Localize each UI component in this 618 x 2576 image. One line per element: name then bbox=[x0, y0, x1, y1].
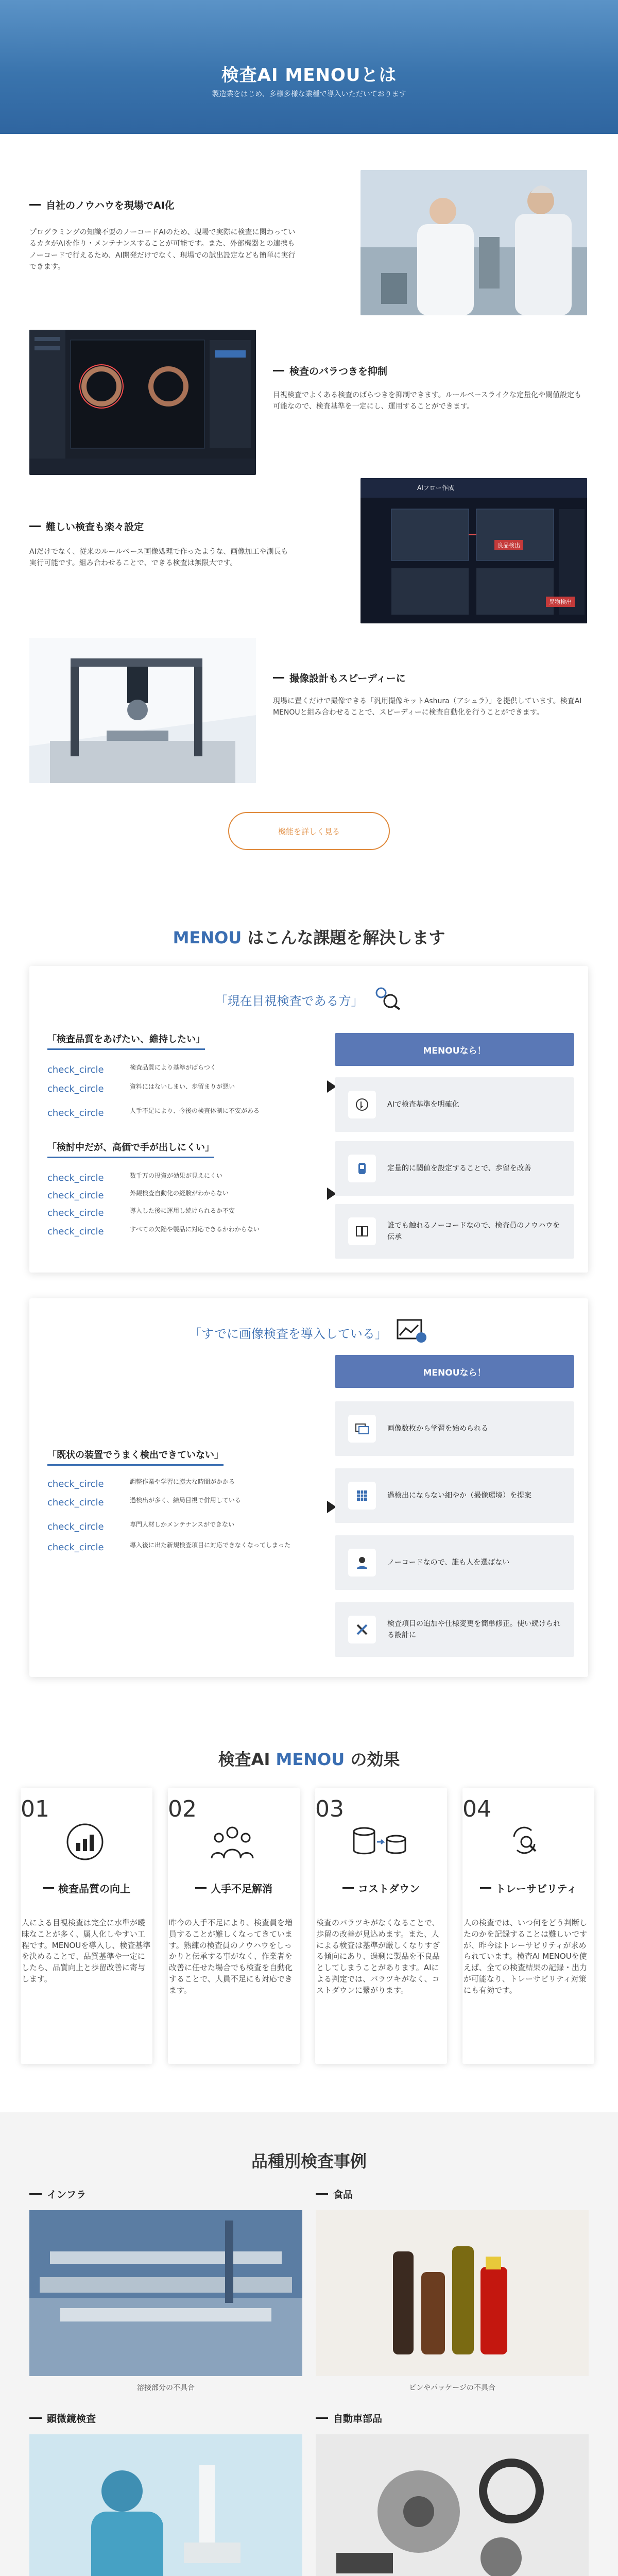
issues-section-title bbox=[0, 925, 618, 948]
food-image[interactable] bbox=[316, 2210, 589, 2376]
check-circle-icon: check_circle bbox=[47, 1173, 104, 1183]
check-circle-icon: check_circle bbox=[47, 1521, 104, 1532]
solution-item: AIで検査基準を明確化 bbox=[335, 1077, 574, 1132]
check-circle-icon: check_circle bbox=[47, 1479, 104, 1489]
ai-flow-image bbox=[360, 478, 587, 623]
bad-label: 異物検出 bbox=[546, 597, 575, 607]
issue-item: check_circle 資料にはないしまい、歩留まりが悪い bbox=[47, 1082, 295, 1096]
card-title: コストダウン bbox=[315, 1880, 447, 1895]
infra-image[interactable] bbox=[29, 2210, 302, 2376]
card-desc: 人の検査では、いつ何をどう判断したのかを記録することは難しいですが、昨今はトレーサビリティが求められています。検査AI MENOUを使えば、全ての検査結果の記録・出力が可能なり、トレーサビリティ対策にも有効です。 bbox=[464, 1918, 588, 1995]
gallery-category: 食品 bbox=[316, 2187, 353, 2201]
issue-panel-imaging bbox=[29, 1298, 588, 1677]
solution-item: 過検出にならない細やか（撮像環境）を提案 bbox=[335, 1468, 574, 1523]
issue-item: check_circle すべての欠陥や製品に対応できるかわからない bbox=[47, 1225, 295, 1239]
panel-head bbox=[29, 1318, 588, 1347]
menou-solution-bar: MENOUなら！ bbox=[335, 1033, 574, 1066]
microscope-image[interactable] bbox=[29, 2434, 302, 2576]
solution-item: ノーコードなので、誰も人を選ばない bbox=[335, 1535, 574, 1590]
gear-search-icon bbox=[372, 986, 403, 1013]
coins-icon bbox=[344, 1819, 416, 1865]
check-circle-icon: check_circle bbox=[47, 1108, 104, 1118]
effect-card bbox=[21, 1788, 152, 2064]
issue-item: check_circle 導入した後に運用し続けられるか不安 bbox=[47, 1206, 295, 1220]
image-icon bbox=[396, 1318, 428, 1347]
team-icon bbox=[196, 1819, 268, 1865]
panel-head-text: 「すでに画像検査を導入している」 bbox=[189, 1326, 387, 1341]
feature-title: 検査のバラつきを抑制 bbox=[273, 364, 387, 378]
effect-card bbox=[168, 1788, 300, 2064]
feature-desc: 目視検査でよくある検査のばらつきを抑制できます。ルールベースライクな定量化や閾値設定も可能なので、検査基準を一定にし、運用することができます。 bbox=[273, 391, 582, 411]
card-number: 02 bbox=[168, 1796, 197, 1822]
view-features-button[interactable]: 機能を詳しく見る bbox=[228, 812, 390, 850]
feature-title: 自社のノウハウを現場でAI化 bbox=[29, 198, 175, 212]
card-title: 人手不足解消 bbox=[168, 1880, 300, 1895]
check-circle-icon: check_circle bbox=[47, 1497, 104, 1508]
hero-banner bbox=[0, 0, 618, 134]
solution-item: 検査項目の追加や仕様変更を簡単修正。使い続けられる設計に bbox=[335, 1602, 574, 1657]
issue-item: check_circle 人手不足により、今後の検査体制に不安がある bbox=[47, 1106, 295, 1120]
tools-icon bbox=[348, 1616, 376, 1643]
hand-icon bbox=[348, 1155, 376, 1182]
grid-icon bbox=[348, 1482, 376, 1510]
issue-item: check_circle 導入後に出た新規検査項目に対応できなくなってしまった bbox=[47, 1540, 295, 1554]
card-title: 検査品質の向上 bbox=[21, 1880, 152, 1895]
feature-title: 撮像設計もスピーディーに bbox=[273, 671, 406, 685]
card-desc: 検査のバラツキがなくなることで、歩留の改善が見込めます。また、人による検査は基準が厳しくなりすぎる傾向にあり、過剰に製品を不良品としてしまうことがあります。AIによる判定では、バラツキがなく、コストダウンに繋がります。 bbox=[316, 1918, 440, 1995]
check-circle-icon: check_circle bbox=[47, 1226, 104, 1237]
auto-parts-image[interactable] bbox=[316, 2434, 589, 2576]
solution-item: 誰でも触れるノーコードなので、検査員のノウハウを伝承 bbox=[335, 1204, 574, 1259]
card-number: 03 bbox=[315, 1796, 344, 1822]
issue-item: check_circle 専門人材しかメンテナンスができない bbox=[47, 1520, 295, 1534]
gallery-caption: 溶接部分の不具合 bbox=[137, 2384, 195, 2392]
solution-item: 画像数枚から学習を始められる bbox=[335, 1401, 574, 1456]
issue-item: check_circle 調整作業や学習に膨大な時間がかかる bbox=[47, 1477, 295, 1491]
check-circle-icon: check_circle bbox=[47, 1064, 104, 1075]
chart-quality-icon bbox=[49, 1819, 121, 1865]
lab-workers-image bbox=[360, 170, 587, 315]
panel-head-text: 「現在目視検査である方」 bbox=[215, 993, 364, 1008]
hero-subtitle: 製造業をはじめ、多様多様な業種で導入いただいております bbox=[212, 90, 406, 98]
issue-item: check_circle 数千万の投資が効果が見えにくい bbox=[47, 1171, 295, 1185]
check-circle-icon: check_circle bbox=[47, 1083, 104, 1094]
feature-desc: AIだけでなく、従来のルールベース画像処理で作ったような、画像加工や測長も実行可能です。組み合わせることで、できる検査は無限大です。 bbox=[29, 548, 288, 568]
hero-title: 検査AI MENOUとは bbox=[221, 65, 397, 86]
issue-item: check_circle 検査品質により基準がばらつく bbox=[47, 1063, 295, 1077]
feature-desc: 現場に置くだけで撮像できる「汎用撮像キットAshura（アシュラ）」を提供しています。検査AI MENOUと組み合わせることで、スピーディーに検査自動化を行うことができます。 bbox=[273, 697, 582, 717]
card-desc: 昨今の人手不足により、検査員を増員することが難しくなってきています。熟練の検査員のノウハウをしっかりと伝承する事がなく、作業者を改善に任せた場合でも検査を自動化することで、人員不足にも対応できます。 bbox=[169, 1918, 293, 1995]
gallery-category: 顕微鏡検査 bbox=[29, 2411, 96, 2425]
check-circle-icon: check_circle bbox=[47, 1542, 104, 1553]
trace-search-icon bbox=[491, 1819, 563, 1865]
issue-group-title: 「検査品質をあげたい、維持したい」 bbox=[47, 1032, 205, 1050]
menou-solution-bar: MENOUなら！ bbox=[335, 1355, 574, 1388]
effect-card bbox=[315, 1788, 447, 2064]
check-circle-icon: check_circle bbox=[47, 1190, 104, 1201]
issue-group-title: 「既状の装置でうまく検出できていない」 bbox=[47, 1448, 224, 1466]
user-icon bbox=[348, 1549, 376, 1577]
issues-title-rest: はこんな課題を解決します bbox=[242, 928, 445, 947]
effects-section-title: 検査AI MENOU の効果 bbox=[218, 1750, 400, 1769]
bearing-inspection-image bbox=[29, 330, 256, 475]
gallery-caption: ビンやパッケージの不具合 bbox=[409, 2384, 495, 2392]
panel-head bbox=[29, 986, 588, 1013]
feature-desc: プログラミングの知識不要のノーコードAIのため、現場で実際に検査に関わっているカタがAIを作り・メンテナンスすることが可能です。また、外部機器との連携もノーコードで行えるため、AI開発だけでなく、現場での試出設定なども簡単に実行できます。 bbox=[29, 228, 296, 272]
issues-title-brand: MENOU bbox=[173, 928, 242, 947]
issue-item: check_circle 外観検査自動化の経験がわからない bbox=[47, 1189, 295, 1202]
book-icon bbox=[348, 1217, 376, 1245]
solution-item: 定量的に閾値を設定することで、歩留を改善 bbox=[335, 1141, 574, 1196]
card-title: トレーサビリティ bbox=[462, 1880, 594, 1895]
gallery-category: インフラ bbox=[29, 2187, 86, 2201]
gallery-category: 自動車部品 bbox=[316, 2411, 382, 2425]
effect-card bbox=[462, 1788, 594, 2064]
card-number: 01 bbox=[21, 1796, 49, 1822]
touch-icon bbox=[348, 1091, 376, 1118]
gallery-title: 品種別検査事例 bbox=[251, 2151, 367, 2171]
images-icon bbox=[348, 1415, 376, 1443]
check-circle-icon: check_circle bbox=[47, 1208, 104, 1218]
issue-group-title: 「検討中だが、高価で手が出しにくい」 bbox=[47, 1140, 214, 1158]
card-number: 04 bbox=[462, 1796, 491, 1822]
good-label: 良品検出 bbox=[494, 540, 523, 550]
card-desc: 人による目視検査は完全に水準が曖昧なことが多く、属人化しやすい工程です。MENOUを導入し、検査基準を決めることで、品質基準や一定にしたら、品質向上と歩留改善に寄与します。 bbox=[22, 1918, 151, 1984]
issue-panel-visual bbox=[29, 966, 588, 1273]
ai-flow-label: AIフロー作成 bbox=[417, 484, 454, 492]
imaging-kit-image bbox=[29, 638, 256, 783]
issue-item: check_circle 過検出が多く、結局目視で併用している bbox=[47, 1496, 295, 1510]
feature-title: 難しい検査も楽々設定 bbox=[29, 519, 144, 533]
